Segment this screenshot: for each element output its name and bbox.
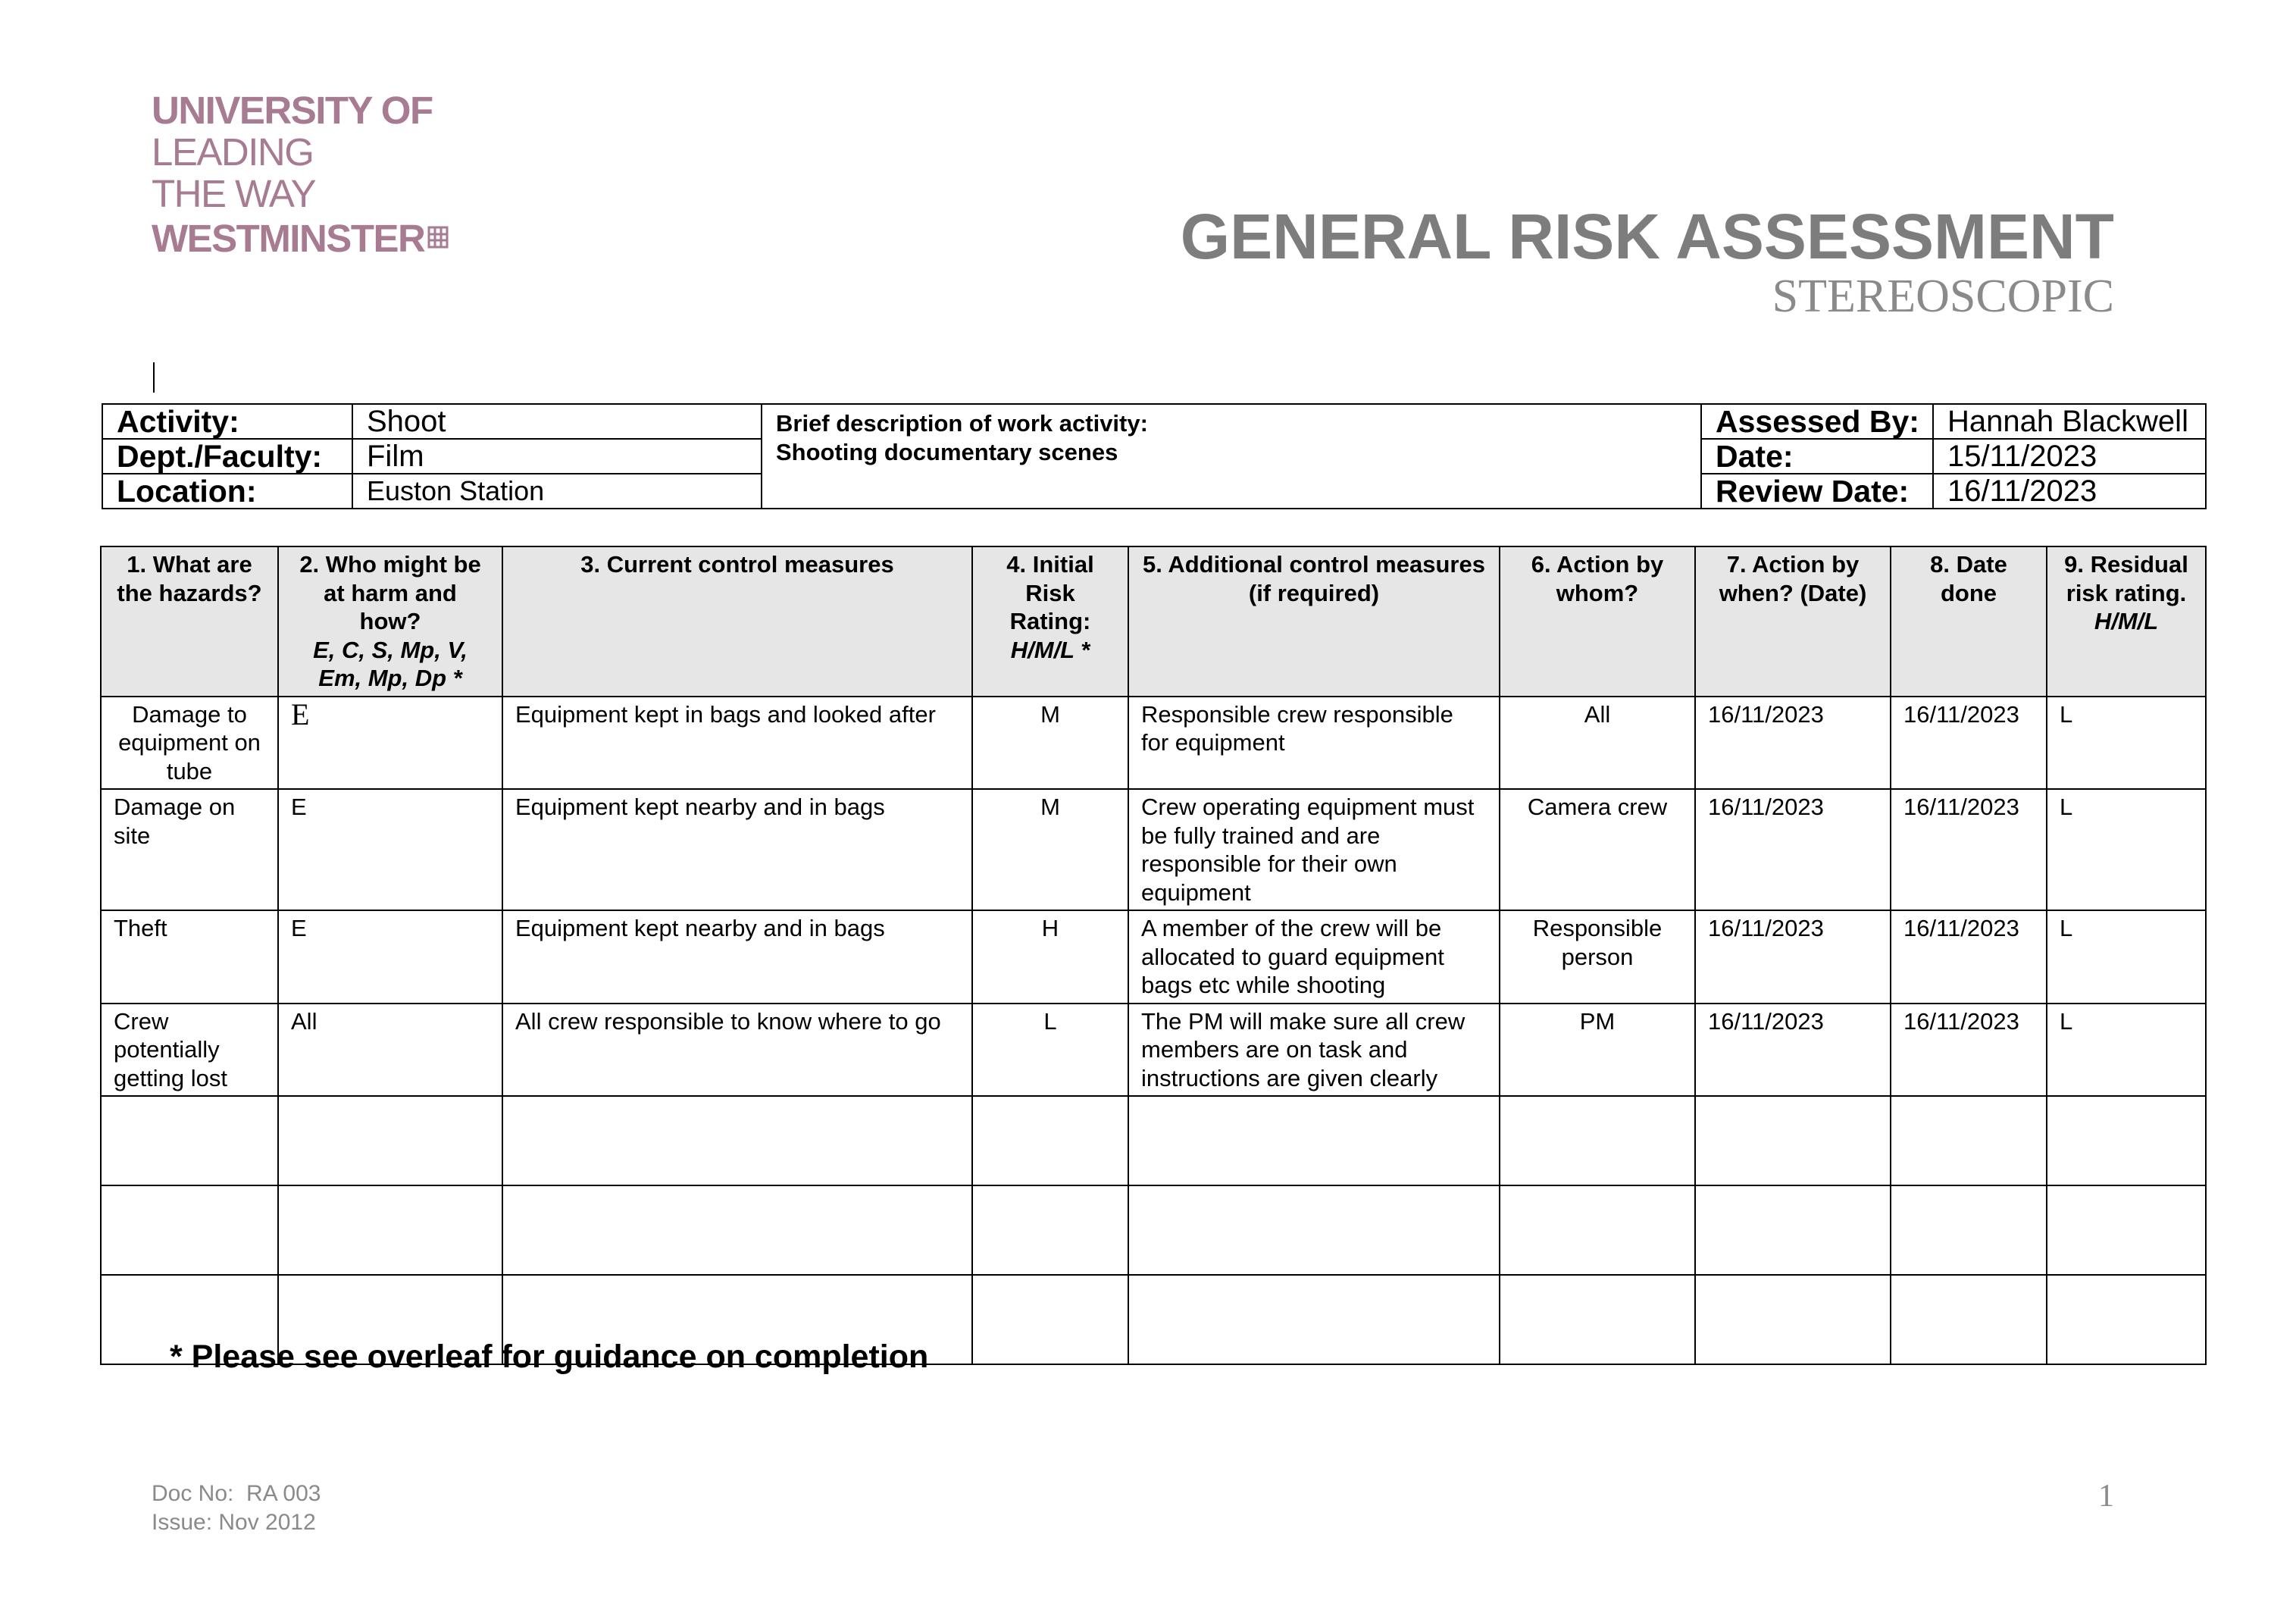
location-label: Location: bbox=[102, 474, 352, 509]
header-additional-controls: 5. Additional control measures (if required) bbox=[1128, 546, 1500, 697]
cell-hazard: Theft bbox=[101, 910, 278, 1004]
header-date-done: 8. Date done bbox=[1891, 546, 2047, 697]
footer bbox=[152, 1480, 321, 1537]
location-value: Euston Station bbox=[352, 474, 762, 509]
risk-table bbox=[100, 546, 2207, 1365]
cell-date-done: 16/11/2023 bbox=[1891, 697, 2047, 790]
cell-additional-controls: The PM will make sure all crew members are on task and instructions are given clearly bbox=[1128, 1004, 1500, 1097]
cell-action-by-when: 16/11/2023 bbox=[1695, 789, 1891, 910]
logo-line-4 bbox=[152, 214, 485, 259]
description-label: Brief description of work activity: bbox=[776, 410, 1148, 437]
activity-value: Shoot bbox=[352, 404, 762, 439]
cell-initial-rating: L bbox=[972, 1004, 1128, 1097]
table-row bbox=[101, 789, 2206, 910]
issue-date: Issue: Nov 2012 bbox=[152, 1510, 316, 1535]
cell-initial-rating: M bbox=[972, 697, 1128, 790]
cell-current-controls: All crew responsible to know where to go bbox=[502, 1004, 972, 1097]
logo-line-4-text: WESTMINSTER bbox=[152, 217, 425, 260]
page-subtitle: STEREOSCOPIC bbox=[1772, 271, 2114, 322]
cell-who: E bbox=[278, 910, 502, 1004]
cell-residual-rating: L bbox=[2047, 910, 2206, 1004]
cell-who: All bbox=[278, 1004, 502, 1097]
empty-table-row bbox=[101, 1096, 2206, 1185]
university-logo bbox=[152, 89, 485, 259]
cell-additional-controls: A member of the crew will be allocated to guard equipment bags etc while shooting bbox=[1128, 910, 1500, 1004]
dept-value: Film bbox=[352, 439, 762, 474]
date-label: Date: bbox=[1701, 439, 1933, 474]
cell-hazard: Damage to equipment on tube bbox=[101, 697, 278, 790]
guidance-note: * Please see overleaf for guidance on completion bbox=[170, 1339, 929, 1375]
cell-date-done: 16/11/2023 bbox=[1891, 910, 2047, 1004]
cell-additional-controls: Crew operating equipment must be fully trained and are responsible for their own equipment bbox=[1128, 789, 1500, 910]
date-value: 15/11/2023 bbox=[1933, 439, 2206, 474]
page-number: 1 bbox=[2098, 1479, 2114, 1514]
cell-residual-rating: L bbox=[2047, 1004, 2206, 1097]
cell-residual-rating: L bbox=[2047, 789, 2206, 910]
cell-date-done: 16/11/2023 bbox=[1891, 789, 2047, 910]
cell-residual-rating: L bbox=[2047, 697, 2206, 790]
cell-action-by-when: 16/11/2023 bbox=[1695, 1004, 1891, 1097]
text-cursor bbox=[153, 362, 155, 393]
description-cell bbox=[762, 404, 1701, 509]
header-action-by-when: 7. Action by when? (Date) bbox=[1695, 546, 1891, 697]
cell-action-by-whom: Responsible person bbox=[1500, 910, 1695, 1004]
cell-initial-rating: H bbox=[972, 910, 1128, 1004]
empty-table-row bbox=[101, 1185, 2206, 1275]
cell-current-controls: Equipment kept in bags and looked after bbox=[502, 697, 972, 790]
table-row bbox=[101, 697, 2206, 790]
header-action-by-whom: 6. Action by whom? bbox=[1500, 546, 1695, 697]
description-value: Shooting documentary scenes bbox=[776, 439, 1118, 465]
cell-action-by-whom: All bbox=[1500, 697, 1695, 790]
header-residual-rating: 9. Residual risk rating. H/M/L bbox=[2047, 546, 2206, 697]
cell-initial-rating: M bbox=[972, 789, 1128, 910]
cell-action-by-whom: PM bbox=[1500, 1004, 1695, 1097]
assessed-label: Assessed By: bbox=[1701, 404, 1933, 439]
review-date-label: Review Date: bbox=[1701, 474, 1933, 509]
cell-current-controls: Equipment kept nearby and in bags bbox=[502, 789, 972, 910]
header-initial-rating: 4. Initial Risk Rating: H/M/L * bbox=[972, 546, 1128, 697]
header-who: 2. Who might be at harm and how? E, C, S, Mp, V, Em, Mp, Dp * bbox=[278, 546, 502, 697]
cell-action-by-when: 16/11/2023 bbox=[1695, 697, 1891, 790]
cell-date-done: 16/11/2023 bbox=[1891, 1004, 2047, 1097]
page-title: GENERAL RISK ASSESSMENT bbox=[1180, 201, 2114, 272]
doc-number: Doc No: RA 003 bbox=[152, 1481, 321, 1506]
header-current-controls: 3. Current control measures bbox=[502, 546, 972, 697]
cell-action-by-whom: Camera crew bbox=[1500, 789, 1695, 910]
dept-label: Dept./Faculty: bbox=[102, 439, 352, 474]
cell-hazard: Damage on site bbox=[101, 789, 278, 910]
logo-line-2: LEADING bbox=[152, 130, 314, 174]
cell-who: E bbox=[278, 789, 502, 910]
header-row bbox=[101, 546, 2206, 697]
logo-line-1: UNIVERSITY OF bbox=[152, 89, 433, 132]
table-row bbox=[101, 1004, 2206, 1097]
activity-label: Activity: bbox=[102, 404, 352, 439]
cell-action-by-when: 16/11/2023 bbox=[1695, 910, 1891, 1004]
cell-who: E bbox=[278, 697, 502, 790]
cell-current-controls: Equipment kept nearby and in bags bbox=[502, 910, 972, 1004]
cell-hazard: Crew potentially getting lost bbox=[101, 1004, 278, 1097]
review-date-value: 16/11/2023 bbox=[1933, 474, 2206, 509]
info-table bbox=[102, 403, 2207, 509]
portcullis-icon bbox=[427, 214, 449, 256]
cell-additional-controls: Responsible crew responsible for equipment bbox=[1128, 697, 1500, 790]
header-hazards: 1. What are the hazards? bbox=[101, 546, 278, 697]
logo-line-3: THE WAY bbox=[152, 172, 316, 215]
table-row bbox=[101, 910, 2206, 1004]
assessed-value: Hannah Blackwell bbox=[1933, 404, 2206, 439]
